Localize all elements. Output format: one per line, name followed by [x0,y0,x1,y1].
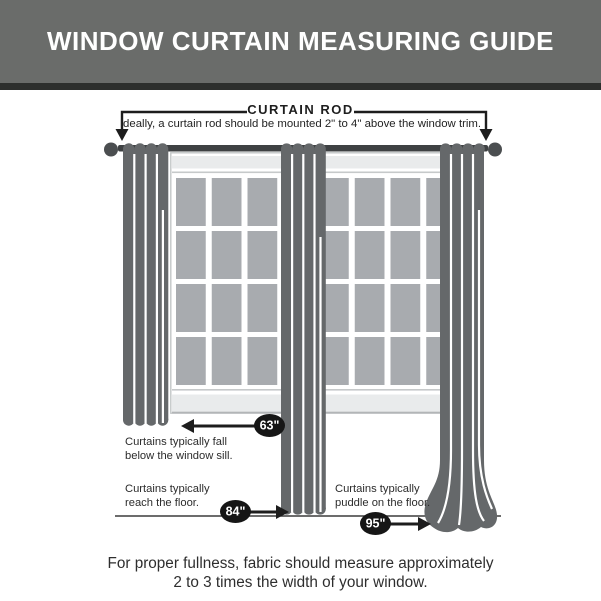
caption-below-sill [125,436,233,463]
window-pane [391,284,421,332]
measurement-badge-63 [254,414,285,437]
window-pane [391,178,421,226]
hem-scallop [303,503,314,514]
curtain-center-floor-length [281,143,326,514]
window-pane [355,231,385,279]
window-pane [212,231,242,279]
caption-line: Curtains typically fall [125,436,227,448]
window-pane [248,337,278,385]
fold-line [319,237,321,512]
hem-scallop [292,503,303,514]
fold-line [133,154,135,423]
caption-line: reach the floor. [125,496,200,509]
measurement-badge-95 [360,512,391,535]
measurement-value-95: 95" [365,516,386,530]
hem-scallop [123,414,134,425]
caption-line: puddle on the floor. [335,496,431,509]
window-pane [248,231,278,279]
window-pane [355,284,385,332]
hem-scallop [146,414,157,425]
caption-line: Curtains typically [125,483,210,495]
window-pane [355,337,385,385]
curtain-left-sill-length [123,143,168,425]
caption-line: below the window sill. [125,449,233,462]
page-title: WINDOW CURTAIN MEASURING GUIDE [46,26,555,56]
caption-line: Curtains typically [335,483,420,495]
window-pane [176,231,206,279]
fold-line [291,154,293,512]
window-pane [176,337,206,385]
window-pane [248,178,278,226]
fold-line [162,210,164,423]
window-pane [248,284,278,332]
arrow-63-head [181,419,194,433]
caption-puddle-floor [335,483,430,510]
window-pane [391,231,421,279]
fold-line [156,154,158,423]
rod-label: CURTAIN ROD [247,102,354,117]
bracket-arrowhead-right [480,129,493,141]
rod-note: Ideally, a curtain rod should be mounted 2" to 4" above the window trim. [119,118,482,130]
measurement-value-84: 84" [225,504,246,518]
window-pane [176,284,206,332]
rod-finial-right [488,143,502,157]
rod-finial-left [104,143,118,157]
caption-reach-floor [125,483,210,510]
fullness-note-line2: 2 to 3 times the width of your window. [173,574,428,591]
window-pane [391,337,421,385]
bracket-arrowhead-left [116,129,129,141]
fold-line [302,154,304,512]
fullness-note-line1: For proper fullness, fabric should measure approximately [107,555,494,572]
window-pane [355,178,385,226]
window-pane [212,337,242,385]
window-pane [212,284,242,332]
window-pane [176,178,206,226]
measurement-badge-84 [220,500,251,523]
hem-scallop [134,414,145,425]
fullness-note [0,554,601,592]
window-pane [212,178,242,226]
fold-line [313,154,315,512]
fold-line [145,154,147,423]
measurement-value-63: 63" [259,418,280,432]
